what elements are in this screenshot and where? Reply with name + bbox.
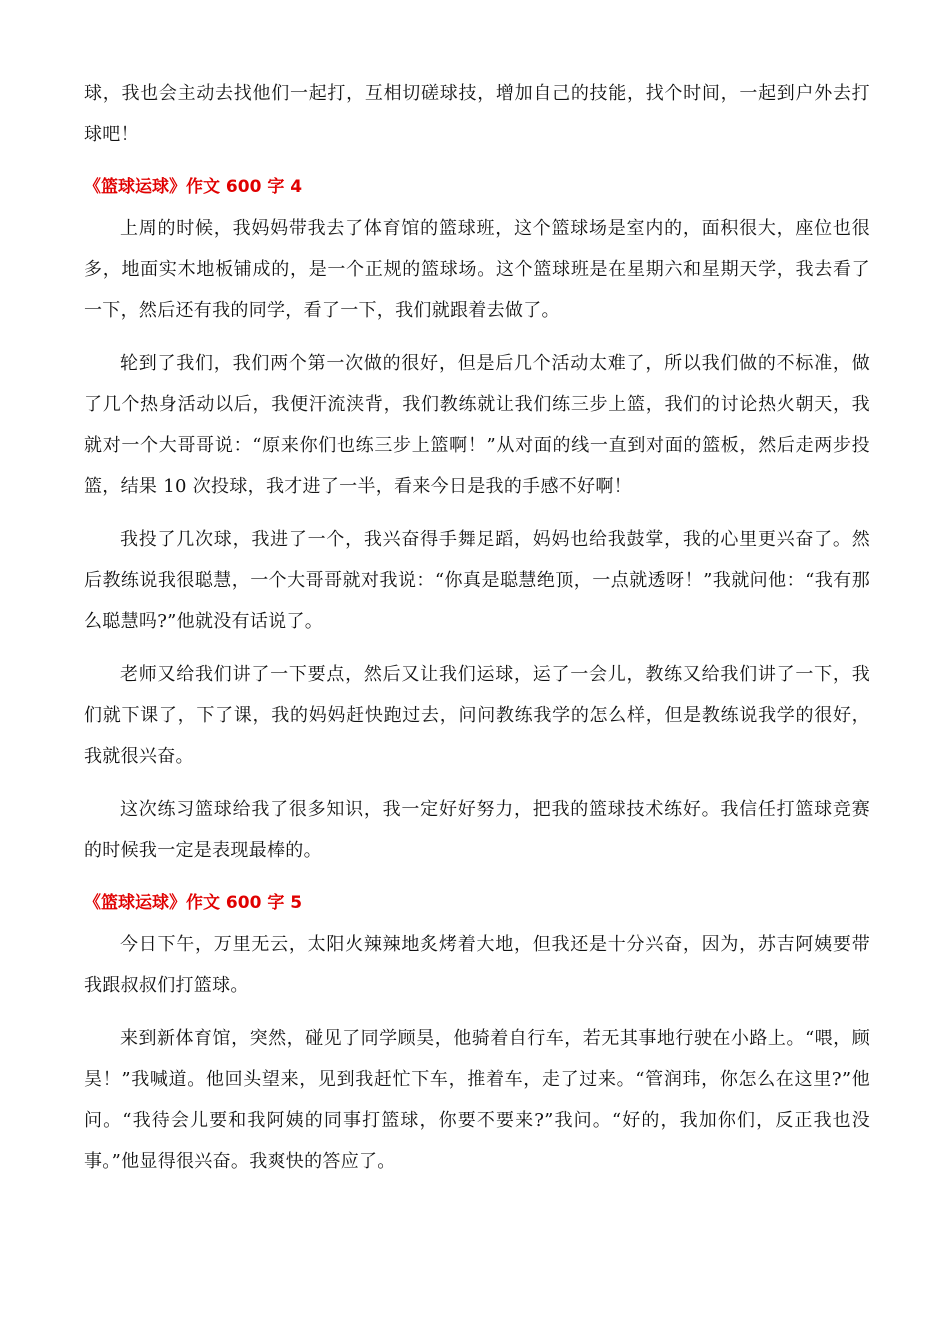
essay-section-5 <box>84 883 870 1182</box>
intro-paragraph: 球，我也会主动去找他们一起打，互相切磋球技，增加自己的技能，找个时间，一起到户外去打球吧！ <box>84 83 870 145</box>
body-paragraph: 来到新体育馆，突然，碰见了同学顾昊，他骑着自行车，若无其事地行驶在小路上。“喂，顾昊！”我喊道。他回头望来，见到我赶忙下车，推着车，走了过来。“管润玮，你怎么在这里?”他问。“我待会儿要和我阿姨的同事打篮球，你要不要来?”我问。“好的，我加你们，反正我也没事。”他显得很兴奋。我爽快的答应了。 <box>84 1028 870 1172</box>
body-paragraph: 今日下午，万里无云，太阳火辣辣地炙烤着大地，但我还是十分兴奋，因为，苏吉阿姨要带我跟叔叔们打篮球。 <box>84 934 870 996</box>
body-paragraph: 老师又给我们讲了一下要点，然后又让我们运球，运了一会儿，教练又给我们讲了一下，我们就下课了，下了课，我的妈妈赶快跑过去，问问教练我学的怎么样，但是教练说我学的很好，我就很兴奋。 <box>84 664 870 767</box>
body-paragraph: 我投了几次球，我进了一个，我兴奋得手舞足蹈，妈妈也给我鼓掌，我的心里更兴奋了。然后教练说我很聪慧，一个大哥哥就对我说：“你真是聪慧绝顶，一点就透呀！”我就问他：“我有那么聪慧吗?”他就没有话说了。 <box>84 529 870 632</box>
essay-section-4 <box>84 167 870 871</box>
document-body <box>84 73 870 1194</box>
section-heading: 《篮球运球》作文 600 字 4 <box>84 177 303 197</box>
body-paragraph: 轮到了我们，我们两个第一次做的很好，但是后几个活动太难了，所以我们做的不标准，做了几个热身活动以后，我便汗流浃背，我们教练就让我们练三步上篮，我们的讨论热火朝天，我就对一个大哥哥说：“原来你们也练三步上篮啊！”从对面的线一直到对面的篮板，然后走两步投篮，结果 10 次投球，我才进了一半，看来今日是我的手感不好啊！ <box>84 353 870 497</box>
section-heading: 《篮球运球》作文 600 字 5 <box>84 893 303 913</box>
body-paragraph: 这次练习篮球给我了很多知识，我一定好好努力，把我的篮球技术练好。我信任打篮球竞赛的时候我一定是表现最棒的。 <box>84 799 870 861</box>
body-paragraph: 上周的时候，我妈妈带我去了体育馆的篮球班，这个篮球场是室内的，面积很大，座位也很多，地面实木地板铺成的，是一个正规的篮球场。这个篮球班是在星期六和星期天学，我去看了一下，然后还有我的同学，看了一下，我们就跟着去做了。 <box>84 218 870 321</box>
